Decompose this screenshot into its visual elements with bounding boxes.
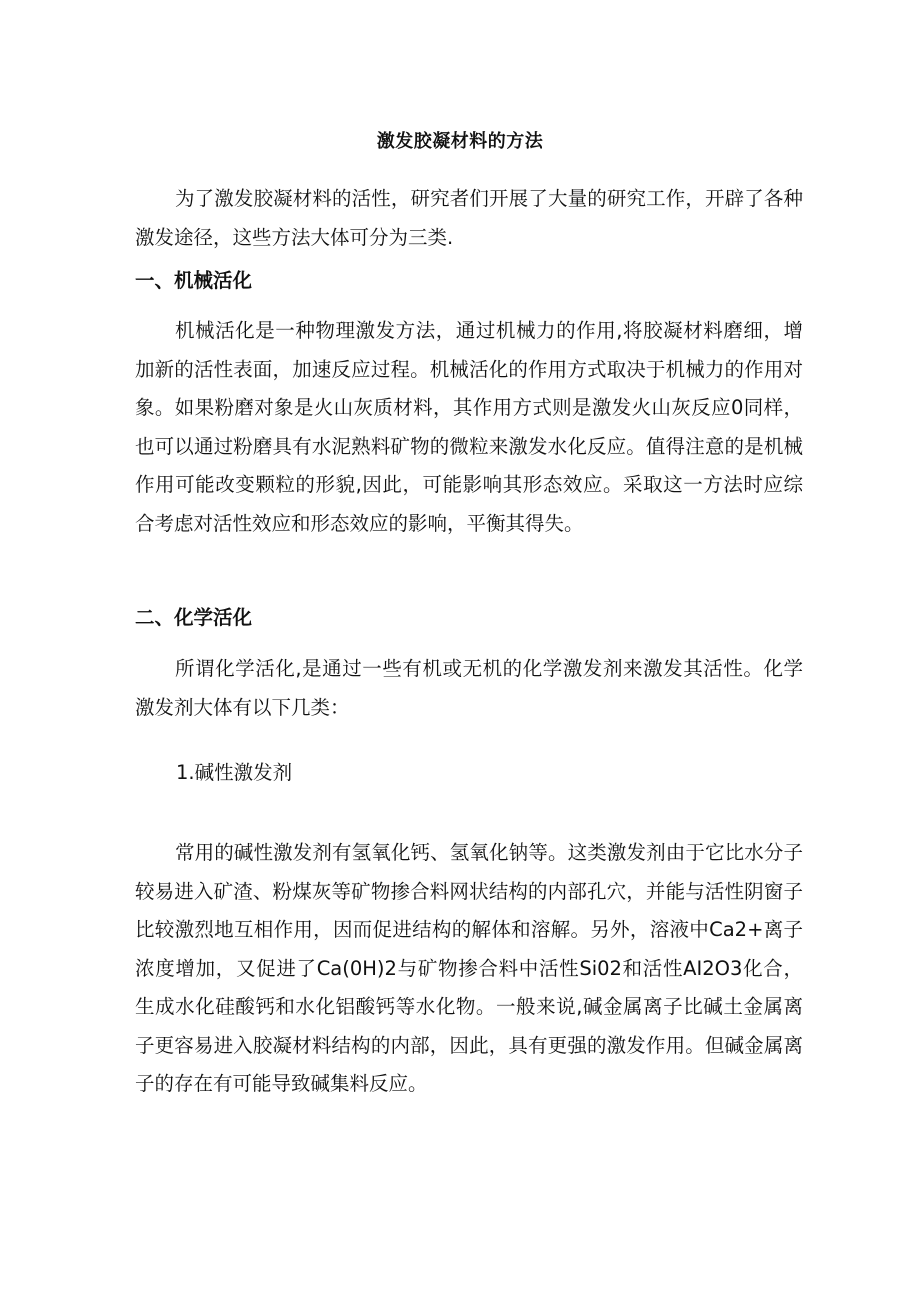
subheading-alkaline-activator: 1.碱性激发剂 bbox=[176, 761, 293, 784]
document-title: 激发胶凝材料的方法 bbox=[376, 131, 544, 152]
alkaline-activator-paragraph: 常用的碱性激发剂有氢氧化钙、氢氧化钠等。这类激发剂由于它比水分子较易进入矿渣、粉煤灰等矿物掺合料网状结构的内部孔穴，并能与活性阴窗子比较激烈地互相作用，因而促进结构的解体和溶解。另外，溶液中Ca2+离子浓度增加，又促进了Ca(0H)2与矿物掺合料中活性Si02和活性AI2O3化合，生成水化硅酸钙和水化铝酸钙等水化物。一般来说,碱金属离子比碱土金属离子更容易进入胶凝材料结构的内部，因此，具有更强的激发作用。但碱金属离子的存在有可能导致碱集料反应。 bbox=[135, 841, 803, 1095]
section-heading-mechanical: 一、机械活化 bbox=[135, 269, 253, 292]
intro-paragraph: 为了激发胶凝材料的活性，研究者们开展了大量的研究工作，开辟了各种激发途径，这些方法大体可分为三类. bbox=[135, 187, 803, 249]
mechanical-activation-paragraph: 机械活化是一种物理激发方法，通过机械力的作用,将胶凝材料磨细，增加新的活性表面，加速反应过程。机械活化的作用方式取决于机械力的作用对象。如果粉磨对象是火山灰质材料，其作用方式则是激发火山灰反应0同样，也可以通过粉磨具有水泥熟料矿物的微粒来激发水化反应。值得注意的是机械作用可能改变颗粒的形貌,因此，可能影响其形态效应。采取这一方法时应综合考虑对活性效应和形态效应的影响，平衡其得失。 bbox=[135, 319, 803, 535]
section-heading-chemical: 二、化学活化 bbox=[135, 606, 253, 629]
chemical-activation-paragraph: 所谓化学活化,是通过一些有机或无机的化学激发剂来激发其活性。化学激发剂大体有以下几类： bbox=[135, 657, 803, 719]
